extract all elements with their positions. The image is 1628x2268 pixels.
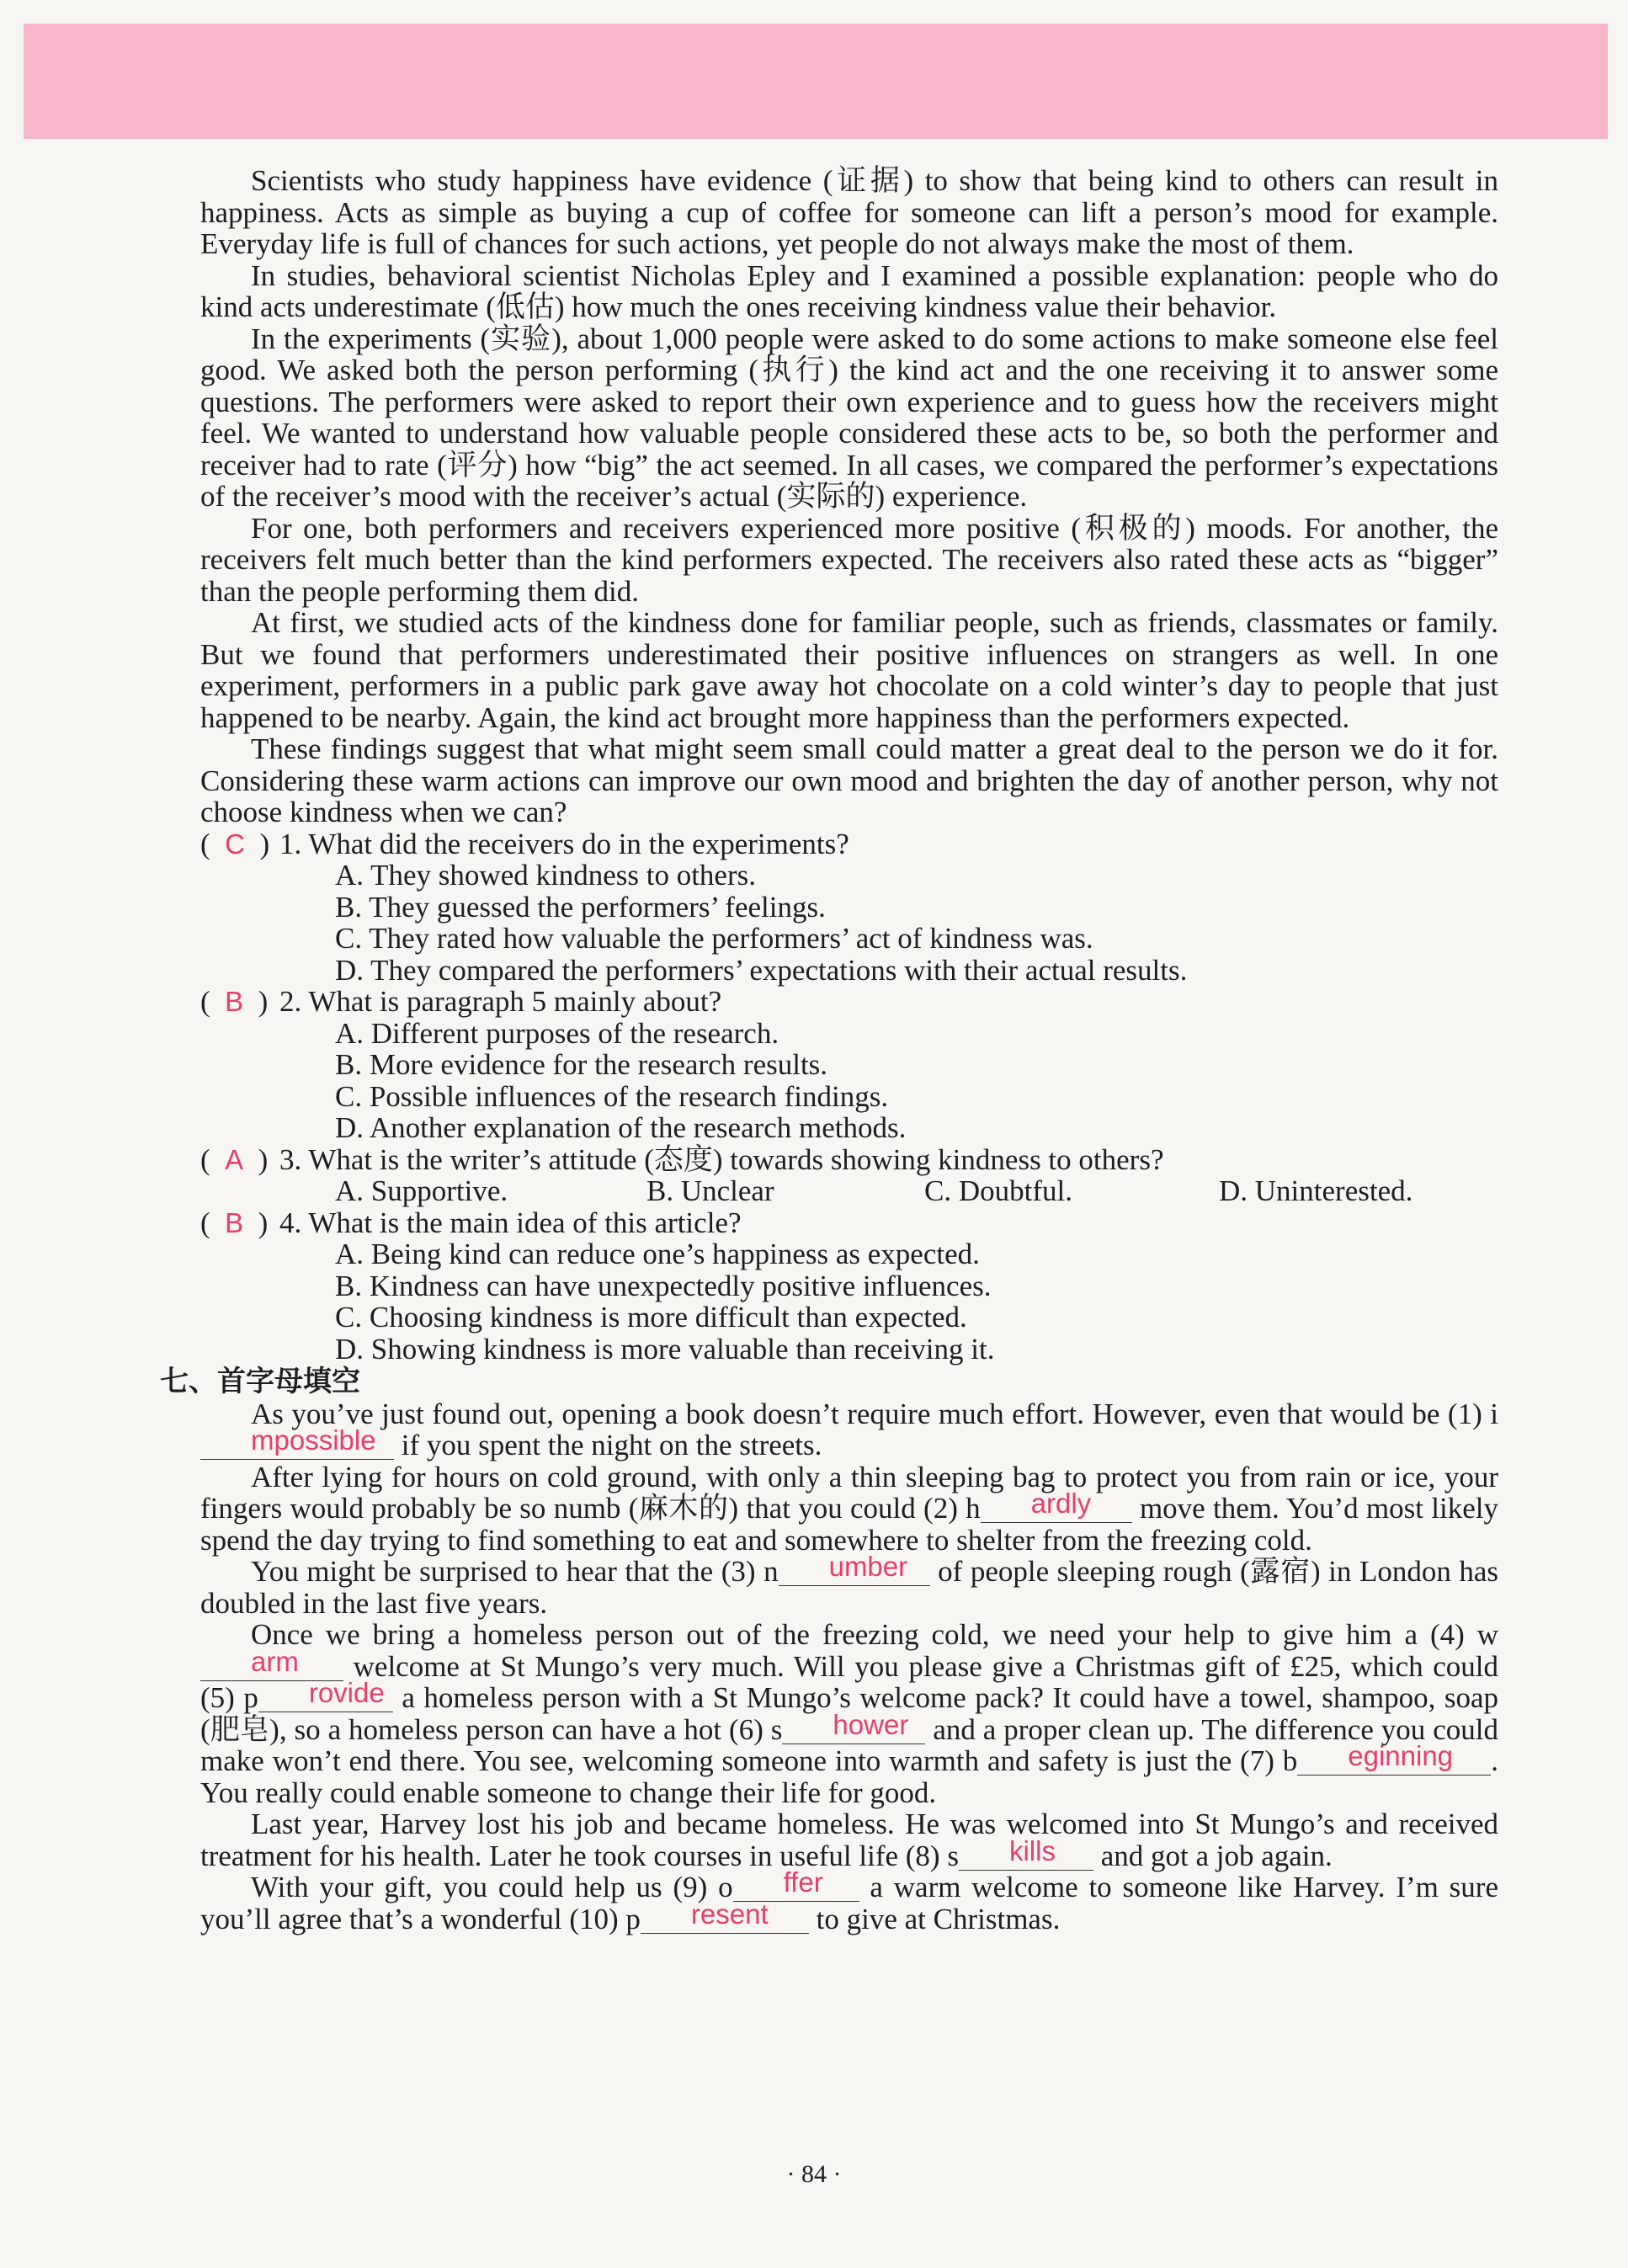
cloze-text: . You really could enable someone to change their life for good. — [200, 1744, 1498, 1809]
blank-6-answer: hower — [833, 1708, 909, 1740]
blank-5[interactable] — [258, 1677, 393, 1712]
blank-8-answer: kills — [1008, 1834, 1056, 1866]
answer-bracket: ( C ) — [200, 827, 270, 860]
answer-2: B — [225, 986, 244, 1017]
cloze-paragraph-5 — [200, 1808, 1498, 1871]
q1-option-d: D. They compared the performers’ expectations with their actual results. — [335, 953, 1188, 987]
q3-options — [200, 1175, 1498, 1207]
blank-6[interactable] — [782, 1708, 925, 1744]
reading-paragraph-1: Scientists who study happiness have evidence (证据) to show that being kind to others can result in happiness. Acts as simple as buying a cup of coffee for someone can lift a person’s mood for example. Everyday life is full of chances for such actions, yet people do not always make the most of them. — [200, 164, 1498, 260]
blank-1[interactable] — [200, 1424, 394, 1460]
blank-9-answer: ffer — [783, 1866, 823, 1898]
blank-2[interactable] — [981, 1488, 1132, 1523]
q2-option-d: D. Another explanation of the research methods. — [335, 1111, 907, 1144]
blank-10[interactable] — [641, 1898, 809, 1934]
cloze-text: Last year, Harvey lost his job and became homeless. He was welcomed into St Mungo’s and received treatment for his health. Later he took courses in useful life (8) s — [200, 1807, 1498, 1872]
page-content — [160, 164, 1499, 1935]
question-1 — [200, 828, 1498, 860]
answer-bracket: ( B ) — [200, 985, 269, 1018]
question-2 — [200, 986, 1498, 1018]
cloze-text: if you spent the night on the streets. — [394, 1429, 822, 1461]
q4-option-c: C. Choosing kindness is more difficult than expected. — [335, 1301, 967, 1334]
blank-2-answer: ardly — [1030, 1488, 1092, 1519]
reading-paragraph-5: At first, we studied acts of the kindness done for familiar people, such as friends, classmates or family. But we found that performers underestimated their positive influences on strangers as well. In one experiment, performers in a public park gave away hot chocolate on a cold winter’s day to people that just happened to be nearby. Again, the kind act brought more happiness than the performers expected. — [200, 606, 1498, 734]
cloze-paragraph-4 — [200, 1619, 1498, 1808]
cloze-text: and got a job again. — [1093, 1839, 1333, 1872]
reading-paragraph-4: For one, both performers and receivers experienced more positive (积极的) moods. For another, the receivers felt much better than the kind performers expected. The receivers also rated these acts as “bigger” than the people performing them did. — [200, 511, 1498, 608]
page-number: · 84 · — [786, 2160, 842, 2188]
cloze-text: welcome at St Mungo’s very much. Will you please give a Christmas gift of £25, which could (5) p — [200, 1649, 1498, 1714]
blank-7[interactable] — [1297, 1740, 1491, 1776]
blank-5-answer: rovide — [308, 1677, 385, 1708]
reading-paragraph-2: In studies, behavioral scientist Nicholas Epley and I examined a possible explanation: people who do kind acts underestimate (低估) how much the ones receiving kindness value their behavior. — [200, 258, 1498, 323]
answer-bracket: ( B ) — [200, 1206, 269, 1239]
cloze-text: After lying for hours on cold ground, with only a thin sleeping bag to protect you from rain or ice, your fingers would probably be so numb (麻木的) that you could (2) h — [200, 1460, 1498, 1525]
answer-1: C — [225, 828, 245, 860]
cloze-text: a warm welcome to someone like Harvey. I’m sure you’ll agree that’s a wonderful (10) p — [200, 1871, 1498, 1935]
blank-8[interactable] — [959, 1834, 1093, 1871]
cloze-text: move them. You’d most likely spend the day trying to find something to eat and somewhere to shelter from the freezing cold. — [200, 1492, 1498, 1557]
blank-7-answer: eginning — [1348, 1740, 1454, 1771]
cloze-text: to give at Christmas. — [808, 1902, 1061, 1935]
question-1-stem: 1. What did the receivers do in the experiments? — [279, 827, 849, 860]
q2-option-b: B. More evidence for the research results. — [335, 1048, 828, 1081]
reading-paragraph-6: These findings suggest that what might seem small could matter a great deal to the person we do it for. Considering these warm actions can improve our own mood and brighten the day of another person, why not choose kindness when we can? — [200, 732, 1498, 828]
cloze-text: With your gift, you could help us (9) o — [251, 1871, 733, 1903]
q3-option-a: A. Supportive. — [335, 1174, 508, 1207]
q2-option-c: C. Possible influences of the research findings. — [335, 1079, 889, 1113]
cloze-text: Once we bring a homeless person out of the freezing cold, we need your help to give him a (4) w — [251, 1618, 1498, 1651]
blank-4-answer: arm — [251, 1645, 299, 1677]
question-3-stem: 3. What is the writer’s attitude (态度) towards showing kindness to others? — [279, 1142, 1164, 1176]
q2-option-a: A. Different purposes of the research. — [335, 1016, 779, 1050]
cloze-text: You might be surprised to hear that the (3) n — [251, 1555, 779, 1588]
question-4 — [200, 1207, 1498, 1239]
blank-10-answer: resent — [690, 1898, 769, 1930]
answer-4: B — [225, 1206, 244, 1238]
q3-option-c: C. Doubtful. — [924, 1174, 1072, 1207]
answer-3: A — [225, 1143, 244, 1175]
blank-3-answer: umber — [828, 1551, 908, 1582]
answer-bracket: ( A ) — [200, 1142, 269, 1176]
section-title: 七、首字母填空 — [160, 1365, 360, 1398]
cloze-paragraph-3 — [200, 1551, 1499, 1620]
reading-paragraph-3: In the experiments (实验), about 1,000 people were asked to do some actions to make someone else feel good. We asked both the person performing (执行) the kind act and the one receiving it to answer some questions. The performers were asked to report their own experience and to guess how the receivers might feel. We wanted to understand how valuable people considered these acts to be, so both the performer and receiver had to rate (评分) how “big” the act seemed. In all cases, we compared the performer’s expectations of the receiver’s mood with the receiver’s actual (实际的) experience. — [200, 322, 1498, 513]
cloze-paragraph-1 — [200, 1398, 1498, 1461]
q3-option-b: B. Unclear — [646, 1174, 774, 1207]
cloze-text: and a proper clean up. The difference you could make won’t end there. You see, welcoming someone into warmth and safety is just the (7) b — [200, 1712, 1498, 1777]
q4-option-a: A. Being kind can reduce one’s happiness as expected. — [335, 1238, 980, 1270]
cloze-paragraph-6 — [200, 1866, 1498, 1935]
blank-1-answer: mpossible — [251, 1424, 376, 1456]
header-banner — [24, 24, 1608, 139]
blank-3[interactable] — [779, 1551, 930, 1586]
question-2-stem: 2. What is paragraph 5 mainly about? — [279, 985, 722, 1018]
q1-option-a: A. They showed kindness to others. — [335, 859, 756, 892]
q4-option-b: B. Kindness can have unexpectedly positive influences. — [335, 1269, 992, 1302]
question-3 — [200, 1144, 1498, 1176]
q4-option-d: D. Showing kindness is more valuable than receiving it. — [335, 1332, 995, 1366]
q3-option-d: D. Uninterested. — [1219, 1174, 1413, 1207]
q1-option-c: C. They rated how valuable the performers’ act of kindness was. — [335, 922, 1093, 955]
cloze-paragraph-2 — [200, 1461, 1498, 1557]
question-4-stem: 4. What is the main idea of this article? — [279, 1206, 742, 1239]
cloze-text: As you’ve just found out, opening a book doesn’t require much effort. However, even that would be (1) i — [251, 1397, 1498, 1430]
cloze-text: of people sleeping rough (露宿) in London has doubled in the last five years. — [200, 1555, 1499, 1620]
q1-option-b: B. They guessed the performers’ feelings. — [335, 890, 826, 924]
cloze-text: a homeless person with a St Mungo’s welcome pack? It could have a towel, shampoo, soap (肥皂), so a homeless person can have a hot (6) s — [200, 1681, 1498, 1746]
